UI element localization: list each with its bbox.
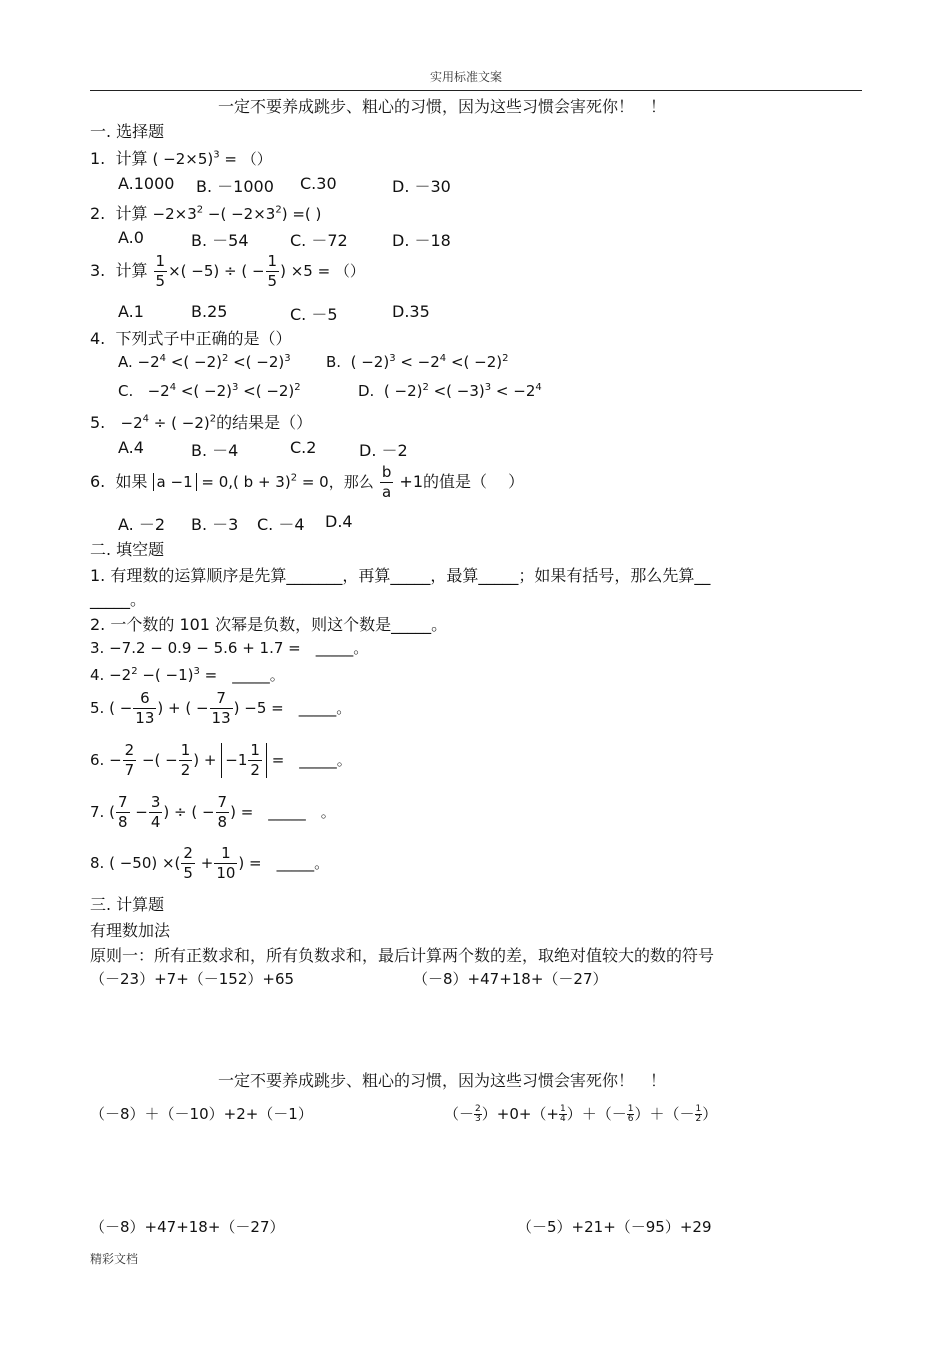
question-2-options: A.0 B. －54 C. －72 D. －18 <box>118 228 451 250</box>
question-4-option-b: B. ( $-2)^3 < -2^4$ <( −2)$^2$ <box>326 353 509 371</box>
fill-8: 8. ( −50) ×( $\frac{2}{5}$ + $\frac{1}{10}$ ) = _____。 <box>90 844 330 882</box>
question-4-option-c: C. $-2^4$ <( −2)$^3$ <( −2)$^2$ <box>118 382 301 400</box>
fill-1: 1. 有理数的运算顺序是先算_______，再算_____，最算_____；如果有括号，那么先算__ <box>90 566 711 585</box>
calc-principle: 原则一：所有正数求和，所有负数求和，最后计算两个数的差，取绝对值较大的数的符号 <box>90 946 715 965</box>
calc-6: （－5）+21+（－95）+29 <box>517 1218 712 1236</box>
fill-2: 2. 一个数的 101 次幂是负数，则这个数是_____。 <box>90 615 448 634</box>
calc-1: （－23）+7+（－152）+65 <box>90 970 295 988</box>
fill-6: 6. − $\frac{2}{7}$ −( − $\frac{1}{2}$ ) + −1 $\frac{1}{2}$ = _____。 <box>90 741 352 779</box>
question-3: 3. 计算 $\frac{1}{5}$ ×( −5) ÷ ( − $\frac{1}{5}$ ) ×5 = （） <box>90 252 365 290</box>
section-calc-title: 三. 计算题 <box>90 895 165 914</box>
question-2: 2. 计算 $-2\times 3^2$ −( $-2\times 3^2$) =( ) <box>90 204 322 223</box>
fill-1-cont: _____。 <box>90 590 147 609</box>
section-choice-title: 一. 选择题 <box>90 122 165 141</box>
question-6-options: A. －2 B. －3 C. －4 D.4 <box>118 512 353 534</box>
motto: 一定不要养成跳步、粗心的习惯，因为这些习惯会害死你！ ！ <box>218 97 667 116</box>
section-fill-title: 二. 填空题 <box>90 540 165 559</box>
question-4-option-d: D. ( −2)$^2$ <( $-3)^3 < -2^4$ <box>358 382 542 400</box>
question-5: 5. $-2^4$ ÷ ( −2)$^2$的结果是（） <box>90 413 313 432</box>
calc-subtitle: 有理数加法 <box>90 921 171 940</box>
question-6: 6. 如果 a −1 = 0,( b + 3)$^2$ = 0，那么 $\frac{b}{a}$ +1的值是（ ） <box>90 463 525 501</box>
question-1-options: A.1000 B. －1000 C.30 D. －30 <box>118 174 451 196</box>
page-footer: 精彩文档 <box>90 1252 139 1266</box>
page-header: 实用标准文案 <box>430 70 503 84</box>
question-5-options: A.4 B. －4 C.2 D. －2 <box>118 438 408 460</box>
calc-3: （－8）＋（－10）+2+（－1） <box>90 1105 313 1123</box>
calc-4: （－ $\frac{2}{3}$ ）+0+（+ $\frac{1}{4}$ ）＋（－ $\frac{1}{6}$ ）＋（－ $\frac{1}{2}$ ） <box>444 1104 718 1124</box>
calc-5: （－8）+47+18+（－27） <box>90 1218 285 1236</box>
fill-3: 3. −7.2 − 0.9 − 5.6 + 1.7 = _____。 <box>90 639 369 657</box>
header-rule <box>90 90 862 91</box>
motto-repeat: 一定不要养成跳步、粗心的习惯，因为这些习惯会害死你！ ！ <box>218 1071 667 1090</box>
fill-4: 4. $-2^2$ −( −1)$^3$ = _____。 <box>90 666 285 684</box>
question-1: 1. 计算 ( −2×5)$^3$ = （） <box>90 149 272 168</box>
question-3-options: A.1 B.25 C. －5 D.35 <box>118 302 430 324</box>
fill-7: 7. ( $\frac{7}{8}$ − $\frac{3}{4}$ ) ÷ ( − $\frac{7}{8}$ ) = _____ 。 <box>90 793 336 831</box>
calc-2: （－8）+47+18+（－27） <box>413 970 608 988</box>
fill-5: 5. ( − $\frac{6}{13}$ ) + ( − $\frac{7}{13}$ ) −5 = _____。 <box>90 689 352 727</box>
question-4-option-a: A. $-2^4$ <( −2)$^2$ <( −2)$^3$ <box>118 353 291 371</box>
question-4: 4. 下列式子中正确的是（） <box>90 329 292 348</box>
